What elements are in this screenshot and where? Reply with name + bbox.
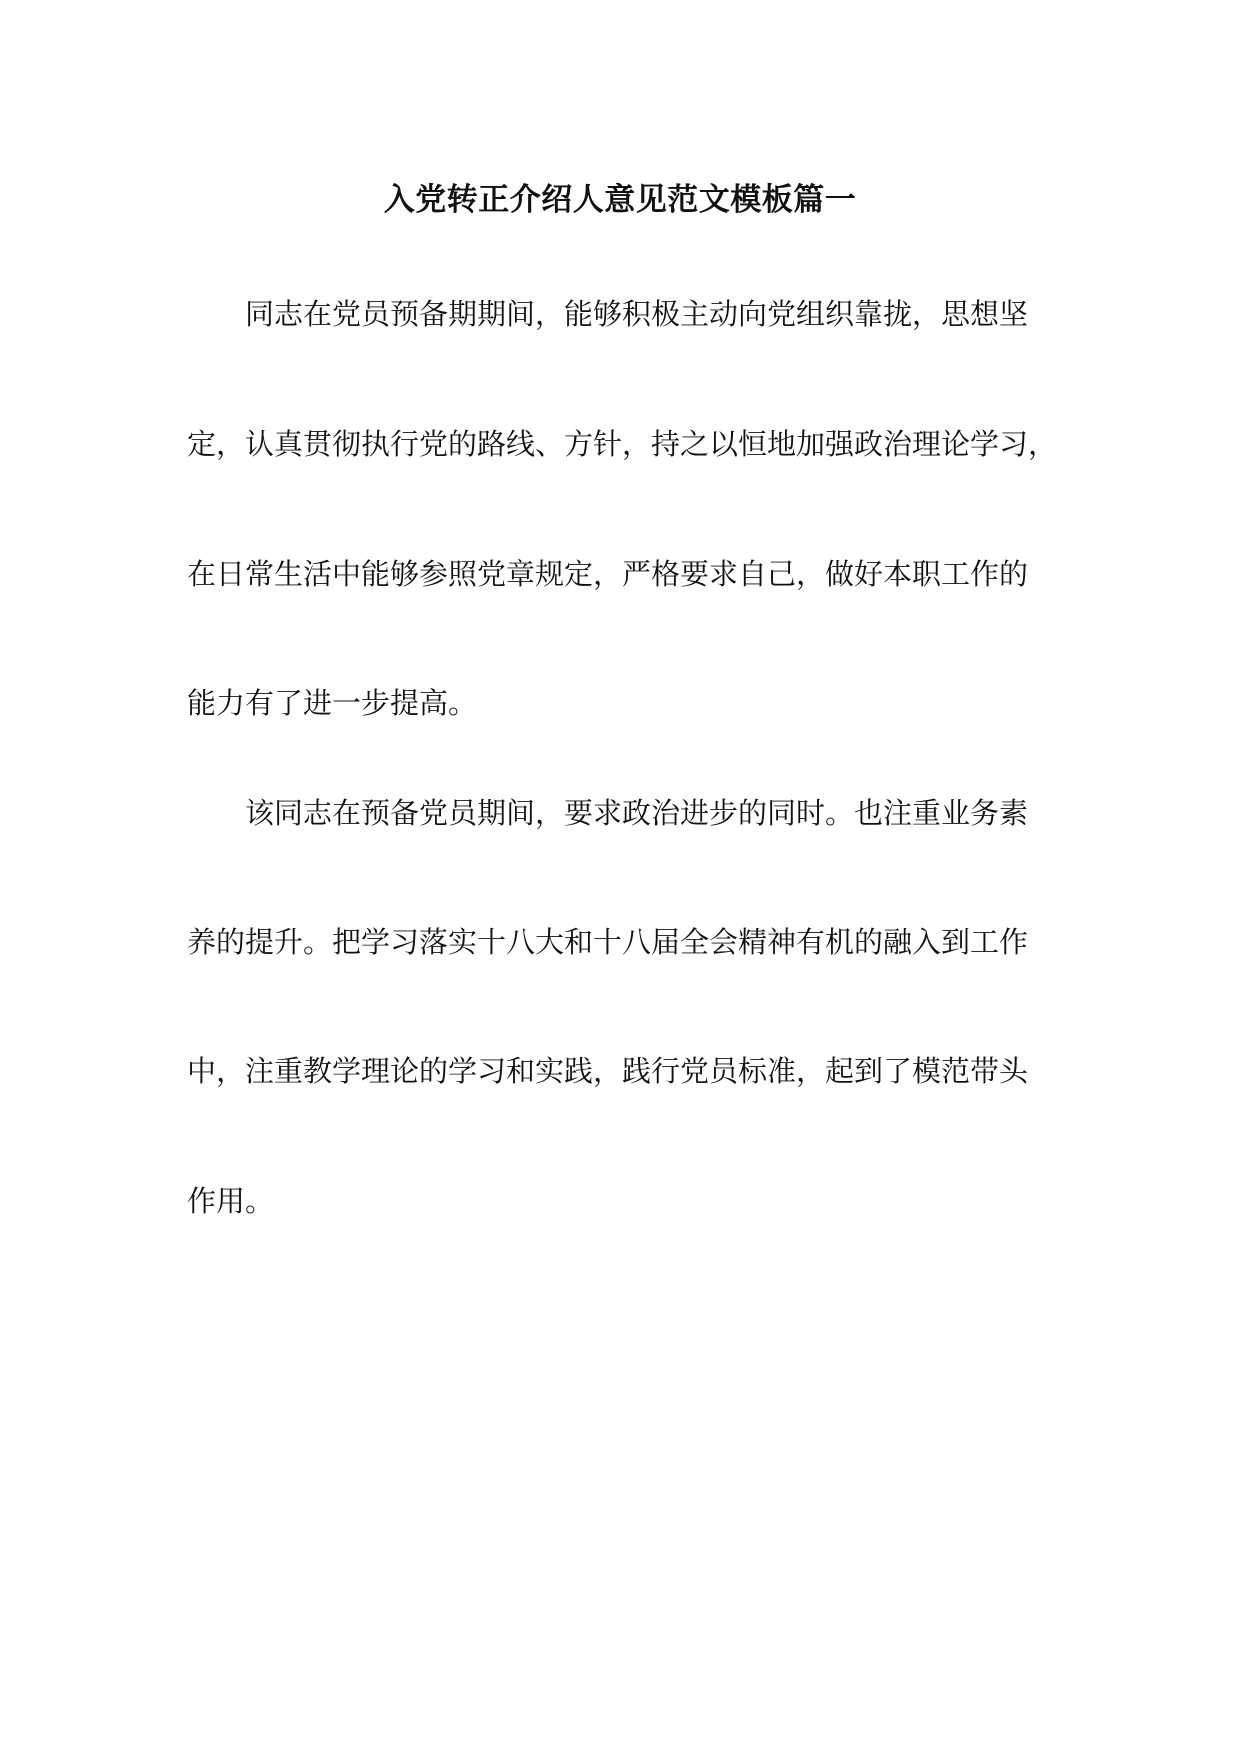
paragraph-line: 中，注重教学理论的学习和实践，践行党员标准，起到了模范带头 (187, 1054, 1029, 1088)
paragraph-line: 该同志在预备党员期间，要求政治进步的同时。也注重业务素 (245, 796, 1029, 830)
paragraph-line: 能力有了进一步提高。 (187, 686, 478, 720)
paragraph-line: 在日常生活中能够参照党章规定，严格要求自己，做好本职工作的 (187, 557, 1029, 591)
paragraph-line: 作用。 (187, 1184, 275, 1218)
document-title: 入党转正介绍人意见范文模板篇一 (383, 182, 857, 218)
paragraph-line: 养的提升。把学习落实十八大和十八届全会精神有机的融入到工作 (187, 925, 1029, 959)
paragraph-line: 同志在党员预备期期间，能够积极主动向党组织靠拢，思想坚 (245, 297, 1029, 331)
paragraph-line: 定，认真贯彻执行党的路线、方针，持之以恒地加强政治理论学习， (187, 427, 1058, 461)
